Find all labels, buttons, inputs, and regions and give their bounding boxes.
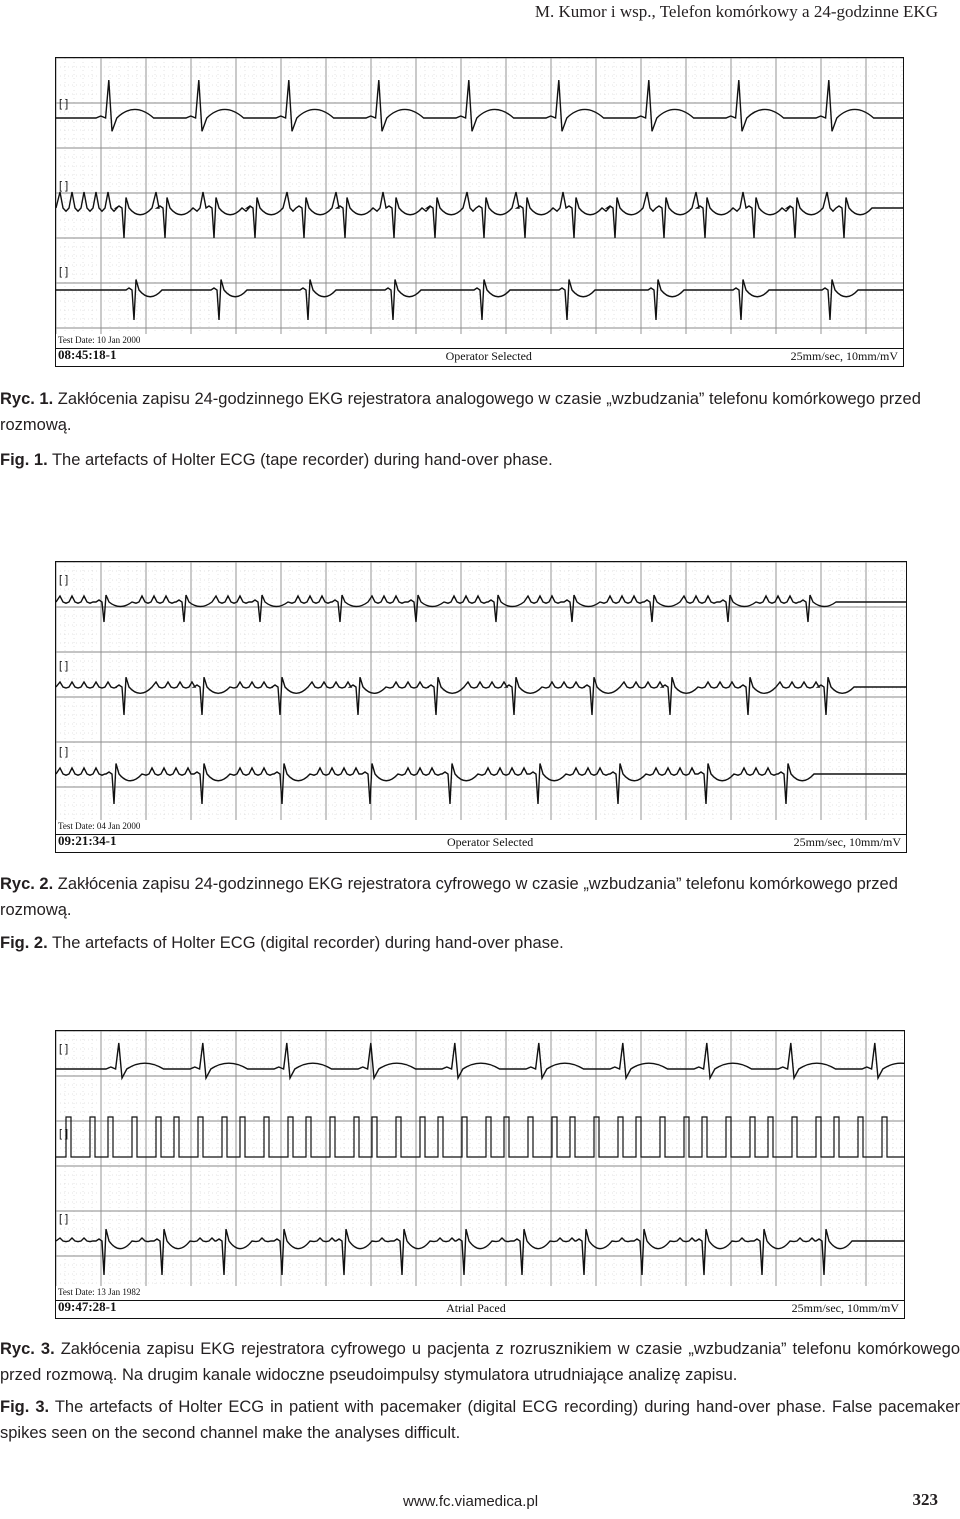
journal-url: www.fc.viamedica.pl	[403, 1493, 539, 1510]
caption-label: Fig. 3.	[0, 1398, 50, 1416]
page-number: 323	[912, 1490, 938, 1509]
test-time: 09:21:34-1	[58, 833, 117, 848]
caption-label: Ryc. 3.	[0, 1340, 55, 1358]
figure-footer	[56, 334, 903, 366]
ecg-trace-channel-1	[56, 595, 906, 622]
ecg-trace-channel-1	[56, 1043, 904, 1078]
channel-2-label: [ ]	[59, 660, 69, 672]
caption-label: Ryc. 2.	[0, 875, 54, 893]
paper-speed: 25mm/sec, 10mm/mV	[790, 349, 898, 363]
caption-text: The artefacts of Holter ECG (tape recorder) during hand-over phase.	[51, 451, 553, 469]
ecg-trace-channel-3	[56, 1229, 904, 1275]
figure-2-caption-pl	[0, 871, 960, 923]
record-mode: Operator Selected	[447, 835, 534, 849]
caption-text: Zakłócenia zapisu 24-godzinnego EKG rejestratora analogowego w czasie „wzbudzania” telefonu komórkowego przed rozmową.	[0, 390, 921, 434]
test-date: Test Date: 13 Jan 1982	[58, 1287, 141, 1297]
test-time: 08:45:18-1	[58, 347, 117, 362]
ecg-trace-area	[56, 1031, 904, 1286]
figure-footer	[56, 1286, 904, 1318]
caption-label: Fig. 2.	[0, 934, 48, 952]
paper-speed: 25mm/sec, 10mm/mV	[793, 835, 901, 849]
figure-2-caption-en	[0, 930, 960, 956]
caption-label: Ryc. 1.	[0, 390, 54, 408]
ecg-trace-channel-3	[56, 764, 906, 805]
running-head: M. Kumor i wsp., Telefon komórkowy a 24-godzinne EKG	[534, 2, 938, 21]
figure-1-caption-en	[0, 447, 960, 473]
figure-3-caption-en	[0, 1394, 960, 1446]
caption-text: The artefacts of Holter ECG in patient with pacemaker (digital ECG recording) during hand-over phase. False pacemaker spikes seen on the second channel make the analyses difficult.	[0, 1398, 960, 1442]
channel-1-label: [ ]	[59, 98, 69, 110]
figure-3-caption-pl	[0, 1336, 960, 1388]
caption-text: Zakłócenia zapisu 24-godzinnego EKG rejestratora cyfrowego w czasie „wzbudzania” telefonu komórkowego przed rozmową.	[0, 875, 898, 919]
channel-3-label: [ ]	[59, 1213, 69, 1225]
channel-2-label: [ ]	[59, 180, 69, 192]
channel-1-label: [ ]	[59, 574, 69, 586]
ecg-trace-channel-2	[56, 1117, 904, 1157]
channel-1-label: [ ]	[59, 1043, 69, 1055]
figure-footer	[56, 820, 906, 852]
caption-text: Zakłócenia zapisu EKG rejestratora cyfrowego u pacjenta z rozrusznikiem w czasie „wzbudzania” telefonu komórkowego przed rozmową. Na drugim kanale widoczne pseudoimpulsy stymulatora utrudniające analizę zapisu.	[0, 1340, 960, 1384]
test-time: 09:47:28-1	[58, 1299, 117, 1314]
ecg-trace-channel-2	[56, 677, 906, 715]
channel-3-label: [ ]	[59, 746, 69, 758]
channel-3-label: [ ]	[59, 266, 69, 278]
ecg-figure-1	[55, 57, 904, 367]
caption-label: Fig. 1.	[0, 451, 48, 469]
ecg-figure-2	[55, 561, 907, 853]
figure-1-caption-pl	[0, 386, 960, 438]
ecg-figure-3	[55, 1030, 905, 1319]
paper-speed: 25mm/sec, 10mm/mV	[791, 1301, 899, 1315]
test-date: Test Date: 04 Jan 2000	[58, 821, 141, 831]
record-mode: Atrial Paced	[446, 1301, 506, 1315]
record-mode: Operator Selected	[445, 349, 532, 363]
test-date: Test Date: 10 Jan 2000	[58, 335, 141, 345]
ecg-trace-area	[56, 58, 903, 334]
caption-text: The artefacts of Holter ECG (digital recorder) during hand-over phase.	[51, 934, 564, 952]
ecg-trace-area	[56, 562, 906, 820]
channel-2-label: [ ]	[59, 1128, 69, 1140]
